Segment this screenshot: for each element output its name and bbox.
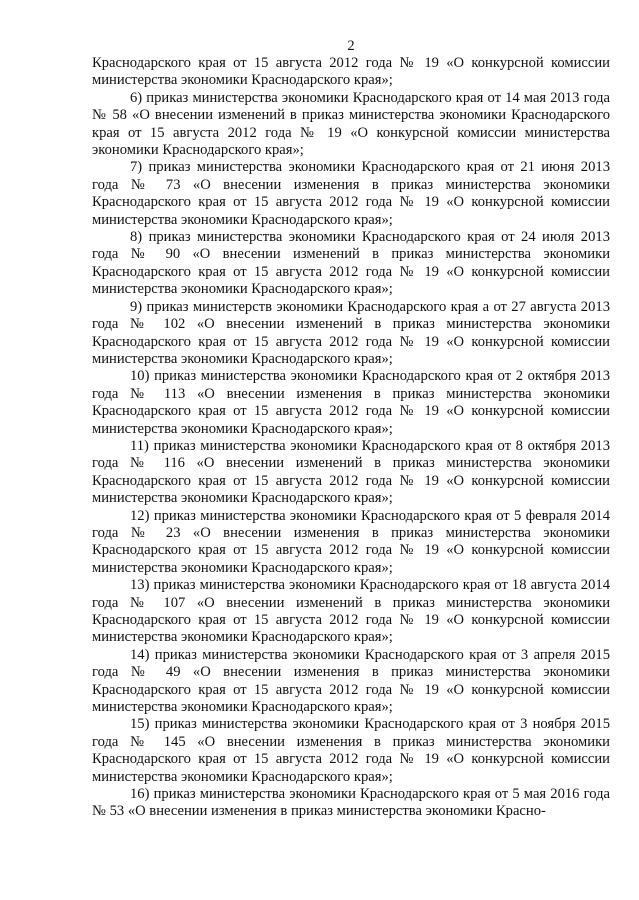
list-item-6: 6) приказ министерства экономики Краснодарского края от 14 мая 2013 года № 58 «О внесении изменений в приказ министерства экономики Краснодарского края от 15 августа 2012 года № 19 «О конкурсной комиссии министерства экономики Краснодарского края»; <box>92 89 610 159</box>
list-item-12: 12) приказ министерства экономики Краснодарского края от 5 февраля 2014 года № 23 «О внесении изменения в приказ министерства экономики Краснодарского края от 15 августа 2012 года № 19 «О конкурсной комиссии министерства экономики Краснодарского края»; <box>92 507 610 576</box>
list-item-15: 15) приказ министерства экономики Краснодарского края от 3 ноября 2015 года № 145 «О внесении изменения в приказ министерства экономики Краснодарского края от 15 августа 2012 года № 19 «О конкурсной комиссии министерства экономики Краснодарского края»; <box>92 716 610 785</box>
list-item-13: 13) приказ министерства экономики Краснодарского края от 18 августа 2014 года № 107 «О внесении изменений в приказ министерства экономики Краснодарского края от 15 августа 2012 года № 19 «О конкурсной комиссии министерства экономики Краснодарского края»; <box>92 577 610 646</box>
list-item-7: 7) приказ министерства экономики Краснодарского края от 21 июня 2013 года № 73 «О внесении изменения в приказ министерства экономики Краснодарского края от 15 августа 2012 года № 19 «О конкурсной комиссии министерства экономики Краснодарского края»; <box>92 159 610 228</box>
list-item-9: 9) приказ министерств экономики Краснодарского края а от 27 августа 2013 года № 102 «О внесении изменений в приказ министерства экономики Краснодарского края от 15 августа 2012 года № 19 «О конкурсной комиссии министерства экономики Краснодарского края»; <box>92 298 610 367</box>
list-item-16: 16) приказ министерства экономики Краснодарского края от 5 мая 2016 года № 53 «О внесении изменения в приказ министерства экономики Красно- <box>92 786 610 820</box>
page-number: 2 <box>347 38 355 54</box>
list-item-11: 11) приказ министерства экономики Краснодарского края от 8 октября 2013 года № 116 «О внесении изменений в приказ министерства экономики Краснодарского края от 15 августа 2012 года № 19 «О конкурсной комиссии министерства экономики Краснодарского края»; <box>92 437 610 507</box>
list-item-8: 8) приказ министерства экономики Краснодарского края от 24 июля 2013 года № 90 «О внесении изменений в приказ министерства экономики Краснодарского края от 15 августа 2012 года № 19 «О конкурсной комиссии министерства экономики Краснодарского края»; <box>92 229 610 298</box>
document-body <box>92 55 610 821</box>
list-item-14: 14) приказ министерства экономики Краснодарского края от 3 апреля 2015 года № 49 «О внесении изменения в приказ министерства экономики Краснодарского края от 15 августа 2012 года № 19 «О конкурсной комиссии министерства экономики Краснодарского края»; <box>92 646 610 716</box>
document-page <box>92 37 610 821</box>
list-item-10: 10) приказ министерства экономики Краснодарского края от 2 октября 2013 года № 113 «О внесении изменения в приказ министерства экономики Краснодарского края от 15 августа 2012 года № 19 «О конкурсной комиссии министерства экономики Краснодарского края»; <box>92 368 610 437</box>
paragraph-continuation: Краснодарского края от 15 августа 2012 года № 19 «О конкурсной комиссии министерства экономики Краснодарского края»; <box>92 55 610 89</box>
